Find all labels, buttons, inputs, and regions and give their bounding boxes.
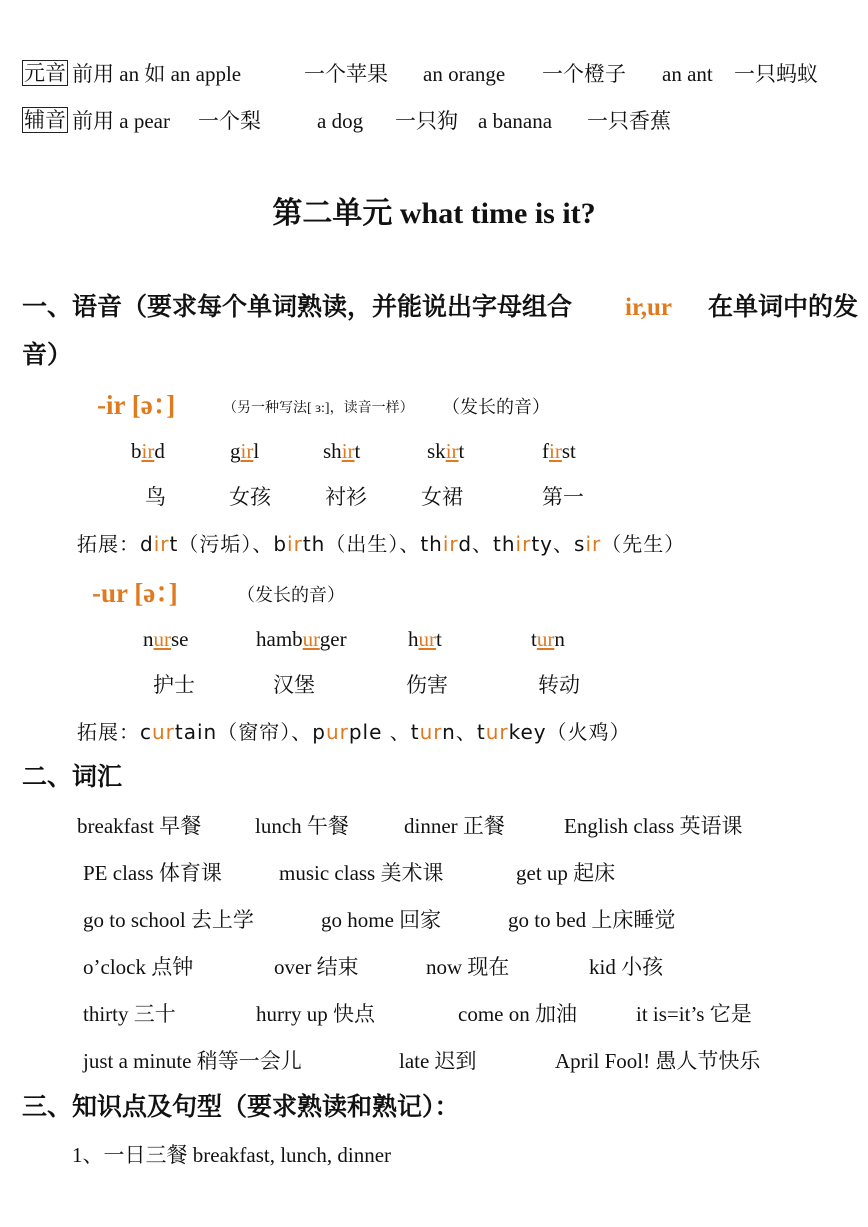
vocab-item: come on 加油: [458, 1002, 577, 1026]
ir-translation: 第一: [542, 485, 584, 509]
consonant-box: 辅音: [24, 108, 66, 132]
section1-heading-text-end: 在单词中的发: [708, 294, 859, 321]
ur-word: hurt: [408, 627, 442, 651]
ir-translation: 衬衫: [325, 485, 367, 509]
ir-note2: （发长的音）: [442, 397, 550, 417]
consonant-example: 一个梨: [198, 109, 261, 133]
ir-note: （另一种写法[ ɜ:]，读音一样）: [223, 401, 414, 416]
ur-translation: 汉堡: [273, 673, 315, 697]
vocab-item: breakfast 早餐: [77, 814, 202, 838]
vocab-item: PE class 体育课: [83, 861, 222, 885]
ur-translation: 伤害: [406, 673, 448, 697]
ur-translation: 转动: [538, 673, 580, 697]
section3-heading: 三、知识点及句型（要求熟读和熟记）：: [22, 1094, 460, 1121]
vowel-box: 元音: [24, 61, 66, 85]
vocab-item: lunch 午餐: [255, 814, 349, 838]
vocab-item: just a minute 稍等一会儿: [83, 1049, 302, 1073]
ur-extension-label: 拓展：: [77, 720, 140, 744]
consonant-text: 前用 a pear: [72, 109, 170, 133]
vocab-item: o’clock 点钟: [83, 955, 194, 979]
vocab-item: over 结束: [274, 955, 359, 979]
ir-extension: 拓展：dirt（污垢）、birth（出生）、third、thirty、sir（先生）: [77, 532, 686, 556]
ir-word: shirt: [323, 439, 361, 463]
ur-translation: 护士: [153, 673, 195, 697]
ir-word: first: [542, 439, 576, 463]
consonant-example: 一只狗: [395, 109, 458, 133]
vocab-item: go to bed 上床睡觉: [508, 908, 676, 932]
unit-title: 第二单元 what time is it?: [272, 197, 596, 230]
ur-extension: 拓展：curtain（窗帘）、purple 、turn、turkey（火鸡）: [77, 720, 631, 744]
vowel-example: 一个苹果: [304, 62, 388, 86]
ir-translation: 鸟: [145, 485, 166, 509]
ur-word: turn: [531, 627, 565, 651]
ur-word: hamburger: [256, 627, 347, 651]
ir-word: skirt: [427, 439, 465, 463]
vocab-item: now 现在: [426, 955, 510, 979]
vocab-item: go to school 去上学: [83, 908, 254, 932]
vocab-item: dinner 正餐: [404, 814, 505, 838]
consonant-example: 一只香蕉: [587, 109, 671, 133]
consonant-example: a banana: [478, 109, 553, 133]
vocab-item: English class 英语课: [564, 814, 743, 838]
consonant-example: a dog: [317, 109, 364, 133]
section1-heading-text: 一、语音（要求每个单词熟读，并能说出字母组合: [22, 294, 573, 321]
vocab-item: late 迟到: [399, 1049, 477, 1073]
vocab-item: go home 回家: [321, 908, 442, 932]
vowel-text: 前用 an 如 an apple: [72, 62, 242, 86]
vocab-item: April Fool! 愚人节快乐: [555, 1049, 761, 1073]
vocab-item: get up 起床: [516, 861, 616, 885]
ir-translation: 女裙: [421, 485, 463, 509]
ir-word: bird: [131, 439, 165, 463]
section2-heading: 二、词汇: [22, 764, 123, 791]
ir-ipa: -ir [ə：]: [97, 390, 176, 420]
vocab-item: it is=it’s 它是: [636, 1002, 752, 1026]
ir-word: girl: [230, 439, 260, 463]
vowel-example: 一个橙子: [542, 62, 626, 86]
vocab-item: music class 美术课: [279, 861, 444, 885]
vocab-item: kid 小孩: [589, 955, 664, 979]
section1-heading-cont: 音）: [22, 342, 73, 369]
ur-ipa: -ur [ə：]: [92, 578, 178, 608]
section1-heading-highlight: ir,ur: [625, 294, 672, 321]
ur-note2: （发长的音）: [237, 585, 345, 605]
vowel-example: 一只蚂蚁: [734, 62, 818, 86]
ur-word: nurse: [143, 627, 189, 651]
vocab-item: hurry up 快点: [256, 1002, 375, 1026]
vowel-example: an orange: [423, 62, 506, 86]
vocab-item: thirty 三十: [83, 1002, 176, 1026]
ir-extension-label: 拓展：: [77, 532, 140, 556]
vowel-example: an ant: [662, 62, 713, 86]
section3-item: 1、一日三餐 breakfast, lunch, dinner: [72, 1143, 392, 1167]
ir-translation: 女孩: [229, 485, 271, 509]
